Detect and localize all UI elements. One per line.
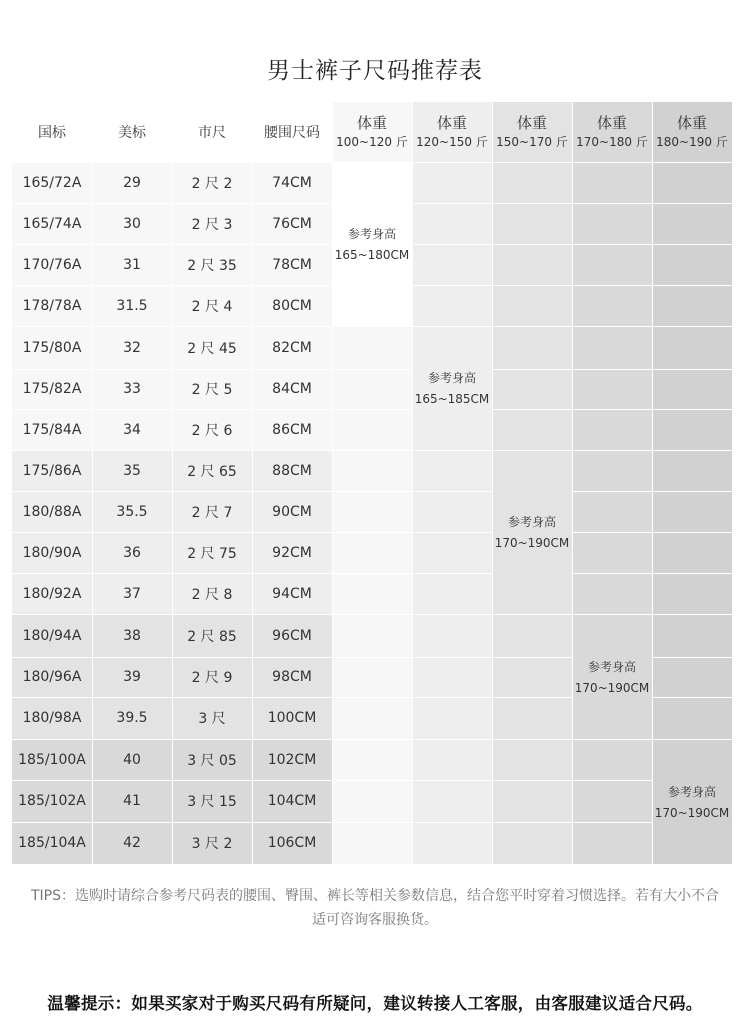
grid-line-horizontal xyxy=(572,450,652,451)
cell-us-standard: 29 xyxy=(123,174,141,191)
header-weight-column xyxy=(492,102,572,162)
grid-line-horizontal xyxy=(332,657,412,658)
cell-us-standard: 34 xyxy=(123,421,141,438)
grid-line-horizontal xyxy=(412,822,492,823)
cell-national-standard: 180/90A xyxy=(22,544,82,561)
cell-us-standard: 39.5 xyxy=(116,710,148,726)
cell-market-chi: 3 尺 05 xyxy=(187,752,237,769)
cell-national-standard: 185/100A xyxy=(18,751,86,768)
reference-height-label: 参考身高 xyxy=(507,515,556,529)
cell-market-chi: 2 尺 45 xyxy=(187,340,237,357)
grid-line-horizontal xyxy=(652,285,732,286)
grid-line-vertical xyxy=(572,102,573,864)
cell-us-standard: 33 xyxy=(123,381,141,397)
grid-line-horizontal xyxy=(492,697,572,698)
grid-line-horizontal xyxy=(572,573,652,574)
grid-line-horizontal xyxy=(332,739,412,740)
cell-market-chi: 2 尺 3 xyxy=(191,216,233,233)
cell-us-standard: 42 xyxy=(123,835,141,851)
reference-height-range: 170~190CM xyxy=(494,536,570,550)
cell-waist-size: 96CM xyxy=(272,627,312,644)
grid-line-horizontal xyxy=(652,162,732,163)
header-market-chi: 市尺 xyxy=(198,125,226,141)
weight-label: 体重 xyxy=(436,114,467,132)
grid-line-horizontal xyxy=(412,532,492,533)
grid-line-horizontal xyxy=(492,369,572,370)
grid-line-horizontal xyxy=(412,162,492,163)
cell-waist-size: 104CM xyxy=(267,793,317,809)
grid-line-horizontal xyxy=(492,822,572,823)
grid-line-horizontal xyxy=(332,614,412,615)
reference-height-5 xyxy=(652,739,732,864)
grid-line-horizontal xyxy=(652,409,732,410)
cell-us-standard: 38 xyxy=(123,627,141,644)
cell-waist-size: 88CM xyxy=(272,462,312,479)
cell-market-chi: 2 尺 75 xyxy=(187,545,237,562)
grid-line-horizontal xyxy=(492,203,572,204)
grid-line-horizontal xyxy=(412,739,492,740)
grid-line-horizontal xyxy=(332,409,412,410)
grid-line-horizontal xyxy=(652,203,732,204)
cell-national-standard: 175/86A xyxy=(22,462,82,479)
cell-waist-size: 84CM xyxy=(272,381,312,397)
grid-line-horizontal xyxy=(412,573,492,574)
cell-market-chi: 2 尺 85 xyxy=(187,628,237,645)
header-weight-column xyxy=(572,102,652,162)
grid-line-horizontal xyxy=(572,491,652,492)
grid-line-horizontal xyxy=(492,285,572,286)
cell-us-standard: 36 xyxy=(123,544,141,561)
header-us-standard: 美标 xyxy=(118,125,146,141)
reference-height-range: 165~180CM xyxy=(334,248,410,262)
grid-line-horizontal xyxy=(652,532,732,533)
cell-waist-size: 98CM xyxy=(272,669,312,685)
grid-line-horizontal xyxy=(652,573,732,574)
grid-line-horizontal xyxy=(652,369,732,370)
grid-line-horizontal xyxy=(652,614,732,615)
grid-line-horizontal xyxy=(412,657,492,658)
cell-us-standard: 41 xyxy=(123,793,141,809)
reference-height-range: 170~190CM xyxy=(654,805,730,820)
grid-line-horizontal xyxy=(332,532,412,533)
grid-line-horizontal xyxy=(652,326,732,327)
cell-us-standard: 32 xyxy=(123,339,141,356)
grid-line-horizontal xyxy=(492,409,572,410)
cell-waist-size: 80CM xyxy=(272,297,312,314)
grid-line-horizontal xyxy=(412,285,492,286)
cell-national-standard: 175/84A xyxy=(22,421,82,438)
grid-line-horizontal xyxy=(332,450,412,451)
weight-label: 体重 xyxy=(676,114,707,132)
cell-waist-size: 82CM xyxy=(272,339,312,356)
grid-line-horizontal xyxy=(572,739,652,740)
grid-line-horizontal xyxy=(492,657,572,658)
grid-line-horizontal xyxy=(412,203,492,204)
page-title: 男士裤子尺码推荐表 xyxy=(267,58,483,84)
weight-column-bg xyxy=(412,102,492,864)
cell-national-standard: 180/94A xyxy=(22,627,82,644)
grid-line-horizontal xyxy=(572,244,652,245)
cell-waist-size: 90CM xyxy=(272,503,312,520)
grid-line-horizontal xyxy=(332,697,412,698)
cell-us-standard: 31.5 xyxy=(116,297,148,314)
grid-line-horizontal xyxy=(572,285,652,286)
grid-line-horizontal xyxy=(412,614,492,615)
cell-market-chi: 3 尺 15 xyxy=(187,794,237,810)
cell-waist-size: 76CM xyxy=(272,215,312,232)
weight-range: 150~170 斤 xyxy=(496,135,568,149)
cell-national-standard: 185/102A xyxy=(18,793,86,809)
grid-line-horizontal xyxy=(652,244,732,245)
weight-label: 体重 xyxy=(516,114,547,132)
cell-national-standard: 170/76A xyxy=(22,256,82,273)
tips-text: TIPS：选购时请综合参考尺码表的腰围、臀围、裤长等相关参数信息，结合您平时穿着习惯选择。若有大小不合适可咨询客服换货。 xyxy=(30,888,719,928)
grid-line-horizontal xyxy=(412,491,492,492)
cell-us-standard: 30 xyxy=(123,215,141,232)
notice-text: 温馨提示：如果买家对于购买尺码有所疑问，建议转接人工客服，由客服建议适合尺码。 xyxy=(47,994,703,1013)
cell-national-standard: 180/88A xyxy=(22,503,82,520)
reference-height-1 xyxy=(332,162,412,326)
grid-line-horizontal xyxy=(412,450,492,451)
cell-us-standard: 31 xyxy=(123,256,141,273)
grid-line-horizontal xyxy=(332,822,412,823)
reference-height-2 xyxy=(412,326,492,450)
cell-national-standard: 180/92A xyxy=(22,585,82,602)
grid-line-horizontal xyxy=(492,739,572,740)
cell-market-chi: 2 尺 65 xyxy=(187,463,237,480)
reference-height-range: 170~190CM xyxy=(574,680,650,695)
size-chart-table xyxy=(12,102,732,864)
cell-market-chi: 2 尺 35 xyxy=(187,257,237,274)
weight-label: 体重 xyxy=(596,114,627,132)
cell-national-standard: 175/80A xyxy=(22,339,82,356)
reference-height-3 xyxy=(492,450,572,614)
grid-line-horizontal xyxy=(412,780,492,781)
cell-market-chi: 2 尺 7 xyxy=(191,504,233,521)
reference-height-label: 参考身高 xyxy=(427,371,476,385)
cell-national-standard: 165/74A xyxy=(22,215,82,232)
weight-range: 170~180 斤 xyxy=(576,135,648,149)
cell-national-standard: 175/82A xyxy=(22,381,82,397)
cell-market-chi: 2 尺 4 xyxy=(191,298,233,315)
header-national-standard: 国标 xyxy=(38,125,66,141)
grid-line-horizontal xyxy=(492,614,572,615)
grid-line-horizontal xyxy=(492,780,572,781)
reference-height-label: 参考身高 xyxy=(587,659,636,674)
grid-line-horizontal xyxy=(332,573,412,574)
cell-waist-size: 102CM xyxy=(267,751,317,768)
header-weight-column xyxy=(412,102,492,162)
header-weight-column xyxy=(332,102,412,162)
grid-line-horizontal xyxy=(652,657,732,658)
header-waist-size: 腰围尺码 xyxy=(264,125,320,141)
grid-line-horizontal xyxy=(572,369,652,370)
cell-waist-size: 92CM xyxy=(272,544,312,561)
cell-us-standard: 40 xyxy=(123,751,141,768)
grid-line-horizontal xyxy=(652,450,732,451)
grid-line-horizontal xyxy=(572,162,652,163)
grid-line-horizontal xyxy=(572,409,652,410)
cell-waist-size: 100CM xyxy=(267,710,317,726)
cell-waist-size: 106CM xyxy=(267,835,317,851)
header-weight-column xyxy=(652,102,732,162)
cell-market-chi: 2 尺 6 xyxy=(191,422,233,439)
reference-height-range: 165~185CM xyxy=(414,392,490,406)
cell-us-standard: 35 xyxy=(123,462,141,479)
weight-label: 体重 xyxy=(356,114,387,132)
weight-range: 120~150 斤 xyxy=(416,135,488,149)
grid-line-horizontal xyxy=(652,491,732,492)
weight-column-bg xyxy=(572,102,652,864)
grid-line-horizontal xyxy=(332,491,412,492)
weight-range: 180~190 斤 xyxy=(656,135,728,149)
weight-range: 100~120 斤 xyxy=(336,135,408,149)
cell-national-standard: 165/72A xyxy=(22,174,82,191)
cell-market-chi: 2 尺 8 xyxy=(191,586,233,603)
cell-national-standard: 185/104A xyxy=(18,835,86,851)
grid-line-horizontal xyxy=(652,697,732,698)
grid-line-horizontal xyxy=(332,326,412,327)
cell-us-standard: 35.5 xyxy=(116,503,148,520)
cell-national-standard: 180/96A xyxy=(22,669,82,685)
cell-us-standard: 39 xyxy=(123,669,141,685)
grid-line-vertical xyxy=(412,102,413,864)
reference-height-label: 参考身高 xyxy=(347,227,396,241)
grid-line-horizontal xyxy=(492,244,572,245)
grid-line-horizontal xyxy=(572,780,652,781)
cell-us-standard: 37 xyxy=(123,585,141,602)
grid-line-horizontal xyxy=(332,369,412,370)
cell-waist-size: 94CM xyxy=(272,585,312,602)
cell-waist-size: 74CM xyxy=(272,174,312,191)
grid-line-horizontal xyxy=(572,203,652,204)
cell-market-chi: 2 尺 9 xyxy=(191,670,233,686)
cell-market-chi: 2 尺 2 xyxy=(191,175,233,192)
cell-market-chi: 2 尺 5 xyxy=(191,382,233,398)
grid-line-horizontal xyxy=(412,244,492,245)
grid-line-horizontal xyxy=(572,532,652,533)
grid-line-horizontal xyxy=(332,780,412,781)
grid-line-horizontal xyxy=(572,326,652,327)
reference-height-label: 参考身高 xyxy=(667,784,716,799)
grid-line-horizontal xyxy=(572,822,652,823)
reference-height-4 xyxy=(572,614,652,739)
grid-line-horizontal xyxy=(492,162,572,163)
grid-line-horizontal xyxy=(412,697,492,698)
grid-line-horizontal xyxy=(492,326,572,327)
cell-national-standard: 180/98A xyxy=(22,710,82,726)
cell-waist-size: 78CM xyxy=(272,256,312,273)
cell-market-chi: 3 尺 xyxy=(198,711,226,727)
cell-market-chi: 3 尺 2 xyxy=(191,836,233,852)
cell-waist-size: 86CM xyxy=(272,421,312,438)
cell-national-standard: 178/78A xyxy=(22,297,82,314)
